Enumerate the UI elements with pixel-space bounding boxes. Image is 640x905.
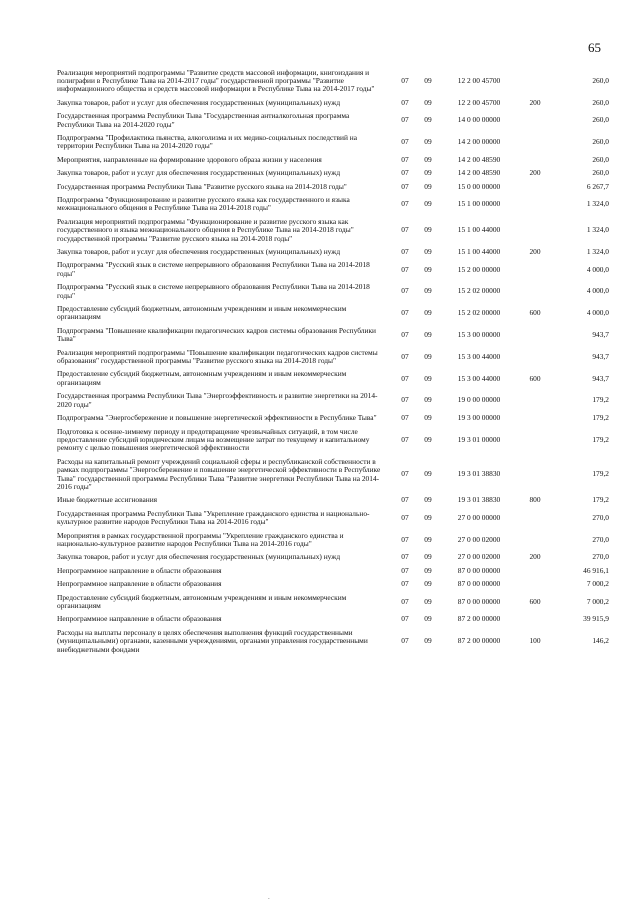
row-expense-type <box>519 324 551 346</box>
table-row <box>57 551 609 564</box>
table-row <box>57 303 609 325</box>
row-name: Расходы на выплаты персоналу в целях обеспечения выполнения функций государственными (муниципальными) органами, казенными учреждениями, органами управления государственными внебюджетными фондами <box>57 627 368 654</box>
row-section: 07 <box>401 264 409 274</box>
row-target-code: 12 2 00 45700 <box>457 75 501 85</box>
row-subsection: 09 <box>424 308 432 318</box>
row-amount: 260,0 <box>592 97 609 107</box>
row-target-code: 15 2 00 00000 <box>457 264 501 274</box>
row-name: Государственная программа Республики Тыва "Укрепление гражданского единства и национально-культурное развитие народов Республики Тыва на 2014-2016 годы" <box>57 508 370 527</box>
row-subsection: 09 <box>424 351 432 361</box>
row-expense-type <box>519 613 551 626</box>
row-amount: 943,7 <box>592 330 609 340</box>
table-row <box>57 613 609 626</box>
row-name: Государственная программа Республики Тыва "Развитие русского языка на 2014-2018 годы" <box>57 181 347 191</box>
row-subsection: 09 <box>424 565 432 575</box>
row-amount: 943,7 <box>592 351 609 361</box>
row-expense-type <box>519 346 551 368</box>
row-subsection: 09 <box>424 614 432 624</box>
row-name: Предоставление субсидий бюджетным, автономным учреждениям и иным некоммерческим организациям <box>57 369 347 387</box>
row-target-code: 15 1 00 00000 <box>457 199 501 209</box>
row-expense-type <box>519 180 551 193</box>
table-row <box>57 324 609 346</box>
row-target-code: 15 3 00 00000 <box>457 330 501 340</box>
row-target-code: 15 3 00 44000 <box>457 373 501 383</box>
row-name: Непрограммное направление в области образования <box>57 579 222 589</box>
row-subsection: 09 <box>424 286 432 296</box>
row-target-code: 14 2 00 48590 <box>457 168 501 178</box>
row-subsection: 09 <box>424 469 432 479</box>
row-section: 07 <box>401 434 409 444</box>
row-subsection: 09 <box>424 434 432 444</box>
row-subsection: 09 <box>424 154 432 164</box>
row-name: Подпрограмма "Энергосбережение и повышение энергетической эффективности в Республике Тыва" <box>57 413 377 423</box>
row-amount: 179,2 <box>592 469 609 479</box>
row-expense-type <box>519 215 551 245</box>
table-row <box>57 412 609 425</box>
row-subsection: 09 <box>424 413 432 423</box>
row-target-code: 12 2 00 45700 <box>457 97 501 107</box>
row-section: 07 <box>401 351 409 361</box>
row-subsection: 09 <box>424 168 432 178</box>
table-row <box>57 153 609 166</box>
row-subsection: 09 <box>424 596 432 606</box>
row-target-code: 87 0 00 00000 <box>457 596 501 606</box>
row-amount: 179,2 <box>592 434 609 444</box>
table-row <box>57 390 609 412</box>
row-name: Мероприятия, направленные на формирование здорового образа жизни у населения <box>57 154 322 164</box>
row-expense-type: 200 <box>529 97 541 107</box>
row-name: Закупка товаров, работ и услуг для обеспечения государственных (муниципальных) нужд <box>57 552 341 562</box>
row-name: Предоставление субсидий бюджетным, автономным учреждениям и иным некоммерческим организациям <box>57 304 347 322</box>
row-amount: 270,0 <box>592 552 609 562</box>
row-name: Мероприятия в рамках государственной программы "Укрепление гражданского единства и национально-культурное развитие народов Республики Тыва на 2014-2016 годы" <box>57 530 344 548</box>
table-row <box>57 507 609 529</box>
row-target-code: 19 0 00 00000 <box>457 395 501 405</box>
row-subsection: 09 <box>424 247 432 256</box>
row-target-code: 19 3 00 00000 <box>457 413 501 423</box>
row-section: 07 <box>401 534 409 544</box>
row-section: 07 <box>401 512 409 522</box>
row-target-code: 15 1 00 44000 <box>457 247 501 256</box>
row-target-code: 27 0 00 02000 <box>457 552 501 562</box>
row-section: 07 <box>401 286 409 296</box>
row-subsection: 09 <box>424 115 432 125</box>
row-expense-type <box>519 153 551 166</box>
row-amount: 1 324,0 <box>586 199 609 209</box>
row-expense-type: 600 <box>529 308 541 318</box>
table-row <box>57 96 609 109</box>
row-subsection: 09 <box>424 330 432 340</box>
row-section: 07 <box>401 154 409 164</box>
row-section: 07 <box>401 614 409 624</box>
table-row <box>57 259 609 281</box>
row-subsection: 09 <box>424 579 432 589</box>
page-number: 65 <box>588 40 601 55</box>
row-amount: 260,0 <box>592 115 609 125</box>
row-amount: 270,0 <box>592 512 609 522</box>
row-subsection: 09 <box>424 636 432 646</box>
row-name: Закупка товаров, работ и услуг для обеспечения государственных (муниципальных) нужд <box>57 168 341 178</box>
row-subsection: 09 <box>424 512 432 522</box>
row-name: Реализация мероприятий подпрограммы "Повышение квалификации педагогических кадров системы образования" государственной программы "Развитие русского языка на 2014-2018 годы" <box>57 347 378 366</box>
row-section: 07 <box>401 247 409 256</box>
row-amount: 260,0 <box>592 168 609 178</box>
row-name: Иные бюджетные ассигнования <box>57 495 158 505</box>
row-amount: 6 267,7 <box>586 181 609 191</box>
row-subsection: 09 <box>424 75 432 85</box>
row-expense-type: 200 <box>529 552 541 562</box>
table-row <box>57 529 609 551</box>
row-subsection: 09 <box>424 97 432 107</box>
row-amount: 943,7 <box>592 373 609 383</box>
table-row <box>57 425 609 455</box>
row-name: Подпрограмма "Функционирование и развитие русского языка как государственного и языка межнационального общения в Республике Тыва на 2014-2018 годы" <box>57 194 350 213</box>
row-section: 07 <box>401 115 409 125</box>
row-name: Подпрограмма "Профилактика пьянства, алкоголизма и их медико-социальных последствий на территории Республики Тыва на 2014-2020 годы" <box>57 132 358 151</box>
row-amount: 4 000,0 <box>586 308 609 318</box>
row-expense-type: 100 <box>529 636 541 646</box>
row-subsection: 09 <box>424 199 432 209</box>
row-name: Подпрограмма "Русский язык в системе непрерывного образования Республики Тыва на 2014-2018 годы" <box>57 260 370 278</box>
table-row <box>57 167 609 180</box>
table-row <box>57 110 609 132</box>
row-section: 07 <box>401 373 409 383</box>
table-row <box>57 455 609 494</box>
table-row <box>57 368 609 390</box>
row-name: Государственная программа Республики Тыва "Государственная антиалкогольная программа Республики Тыва на 2014-2020 годы" <box>57 111 350 129</box>
table-row <box>57 578 609 591</box>
table-row <box>57 494 609 507</box>
table-row <box>57 66 609 96</box>
row-target-code: 15 1 00 44000 <box>457 225 501 235</box>
row-subsection: 09 <box>424 534 432 544</box>
table-row <box>57 131 609 153</box>
table-row <box>57 246 609 259</box>
row-amount: 260,0 <box>592 154 609 164</box>
row-section: 07 <box>401 75 409 85</box>
row-section: 07 <box>401 636 409 646</box>
row-expense-type <box>519 390 551 412</box>
row-expense-type <box>519 455 551 494</box>
table-row <box>57 215 609 245</box>
budget-table <box>57 66 609 657</box>
row-amount: 179,2 <box>592 413 609 423</box>
row-target-code: 87 2 00 00000 <box>457 614 501 624</box>
row-section: 07 <box>401 199 409 209</box>
row-expense-type <box>519 564 551 577</box>
row-expense-type: 200 <box>529 247 541 256</box>
row-target-code: 14 0 00 00000 <box>457 115 501 125</box>
row-target-code: 14 2 00 48590 <box>457 154 501 164</box>
row-amount: 7 000,2 <box>586 579 609 589</box>
row-section: 07 <box>401 495 409 505</box>
row-amount: 7 000,2 <box>586 596 609 606</box>
row-amount: 260,0 <box>592 137 609 147</box>
row-expense-type <box>519 259 551 281</box>
table-row <box>57 193 609 215</box>
row-subsection: 09 <box>424 264 432 274</box>
row-expense-type: 600 <box>529 373 541 383</box>
row-name: Подготовка к осенне-зимнему периоду и предотвращение чрезвычайных ситуаций, в том числе предоставление субсидий юридическим лицам на возмещение затрат по текущему и капитальному ремонту с целью повышения энергетической эффективности <box>57 426 370 453</box>
row-target-code: 19 3 01 38830 <box>457 495 501 505</box>
row-expense-type: 800 <box>529 495 541 505</box>
row-target-code: 15 2 02 00000 <box>457 286 501 296</box>
row-name: Непрограммное направление в области образования <box>57 565 222 575</box>
row-amount: 146,2 <box>592 636 609 646</box>
row-name: Подпрограмма "Повышение квалификации педагогических кадров системы образования Республики Тыва" <box>57 325 376 344</box>
row-target-code: 14 2 00 00000 <box>457 137 501 147</box>
row-section: 07 <box>401 469 409 479</box>
table-row <box>57 281 609 303</box>
row-expense-type: 600 <box>529 596 541 606</box>
row-target-code: 27 0 00 02000 <box>457 534 501 544</box>
row-section: 07 <box>401 596 409 606</box>
row-target-code: 87 0 00 00000 <box>457 565 501 575</box>
row-target-code: 87 2 00 00000 <box>457 636 501 646</box>
row-target-code: 15 2 02 00000 <box>457 308 501 318</box>
row-amount: 1 324,0 <box>586 225 609 235</box>
row-name: Предоставление субсидий бюджетным, автономным учреждениям и иным некоммерческим организациям <box>57 592 347 610</box>
row-target-code: 27 0 00 00000 <box>457 512 501 522</box>
budget-table-body <box>57 66 609 657</box>
row-expense-type: 200 <box>529 168 541 178</box>
row-expense-type <box>519 578 551 591</box>
row-amount: 260,0 <box>592 75 609 85</box>
row-section: 07 <box>401 97 409 107</box>
row-subsection: 09 <box>424 495 432 505</box>
row-section: 07 <box>401 168 409 178</box>
row-name: Реализация мероприятий подпрограммы "Развитие средств массовой информации, книгоиздания и полиграфии в Республике Тыва на 2014-2017 годы" государственной программы "Развитие информационного общества и средств массовой информации в Республике Тыва на 2014-2017 годы" <box>57 67 375 94</box>
row-section: 07 <box>401 565 409 575</box>
row-expense-type <box>519 193 551 215</box>
row-name: Расходы на капитальный ремонт учреждений социальной сферы и республиканской собственности в рамках подпрограммы "Энергосбережение и повышение энергетической эффективности в Республике Тыва" государственной программы Республики Тыва "Развитие энергетики Республики Тыва на 2014-2016 годы" <box>57 456 381 491</box>
table-row <box>57 346 609 368</box>
row-amount: 46 916,1 <box>583 565 609 575</box>
row-amount: 179,2 <box>592 495 609 505</box>
row-amount: 1 324,0 <box>586 247 609 256</box>
row-subsection: 09 <box>424 552 432 562</box>
row-section: 07 <box>401 181 409 191</box>
row-section: 07 <box>401 330 409 340</box>
row-target-code: 19 3 01 38830 <box>457 469 501 479</box>
row-amount: 39 915,9 <box>583 614 609 624</box>
table-row <box>57 626 609 656</box>
row-expense-type <box>519 66 551 96</box>
row-target-code: 87 0 00 00000 <box>457 579 501 589</box>
row-section: 07 <box>401 308 409 318</box>
row-name: Непрограммное направление в области образования <box>57 614 222 624</box>
row-name: Подпрограмма "Русский язык в системе непрерывного образования Республики Тыва на 2014-2018 годы" <box>57 282 370 300</box>
table-row <box>57 180 609 193</box>
row-amount: 4 000,0 <box>586 264 609 274</box>
row-target-code: 15 3 00 44000 <box>457 351 501 361</box>
row-expense-type <box>519 110 551 132</box>
row-expense-type <box>519 425 551 455</box>
row-section: 07 <box>401 137 409 147</box>
row-section: 07 <box>401 552 409 562</box>
row-subsection: 09 <box>424 137 432 147</box>
row-name: Закупка товаров, работ и услуг для обеспечения государственных (муниципальных) нужд <box>57 247 341 256</box>
table-row <box>57 564 609 577</box>
row-section: 07 <box>401 395 409 405</box>
row-expense-type <box>519 131 551 153</box>
row-expense-type <box>519 412 551 425</box>
row-name: Реализация мероприятий подпрограммы "Функционирование и развитие русского языка как государственного и языка межнационального общения в Республике Тыва на 2014-2018 годы" государственной программы "Развитие русского языка на 2014-2018 годы" <box>57 216 354 243</box>
row-subsection: 09 <box>424 181 432 191</box>
row-section: 07 <box>401 225 409 235</box>
row-section: 07 <box>401 579 409 589</box>
row-target-code: 19 3 01 00000 <box>457 434 501 444</box>
row-name: Закупка товаров, работ и услуг для обеспечения государственных (муниципальных) нужд <box>57 97 341 107</box>
row-subsection: 09 <box>424 373 432 383</box>
table-row <box>57 591 609 613</box>
row-target-code: 15 0 00 00000 <box>457 181 501 191</box>
row-subsection: 09 <box>424 225 432 235</box>
row-section: 07 <box>401 413 409 423</box>
row-amount: 179,2 <box>592 395 609 405</box>
row-expense-type <box>519 507 551 529</box>
row-amount: 270,0 <box>592 534 609 544</box>
footer-mark: . <box>268 893 270 901</box>
row-amount: 4 000,0 <box>586 286 609 296</box>
row-name: Государственная программа Республики Тыва "Энергоэффективность и развитие энергетики на 2014-2020 годы" <box>57 391 378 409</box>
row-subsection: 09 <box>424 395 432 405</box>
row-expense-type <box>519 281 551 303</box>
row-expense-type <box>519 529 551 551</box>
